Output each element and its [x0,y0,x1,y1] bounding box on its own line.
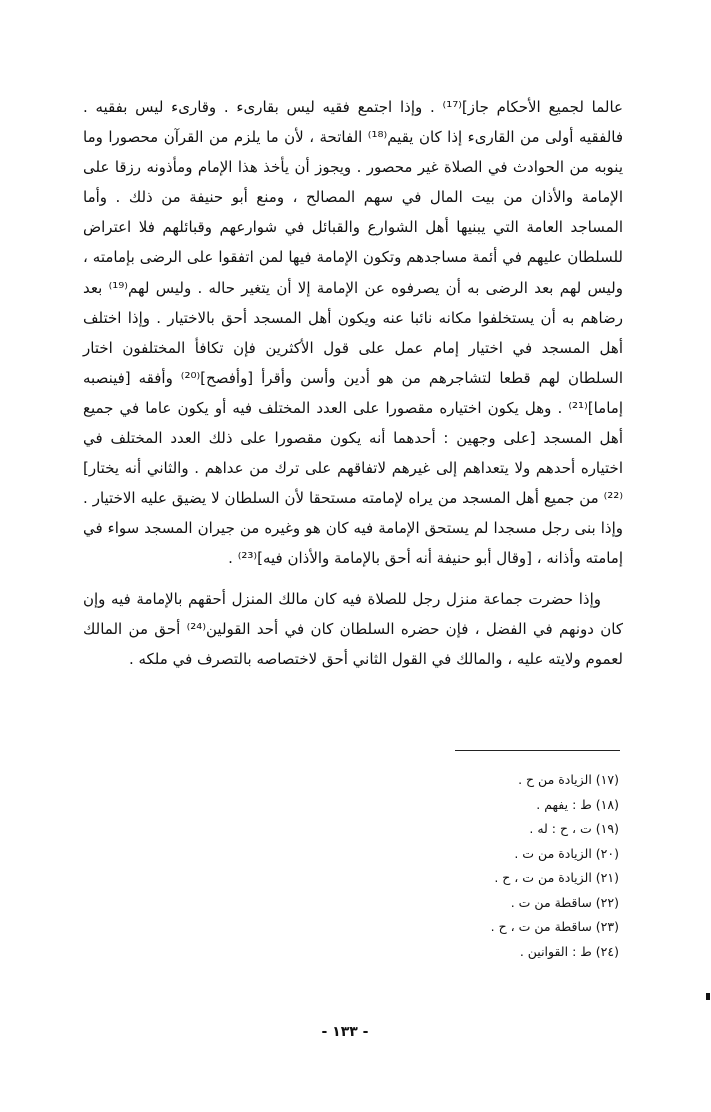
footnote-22: (٢٢) ساقطة من ت . [510,894,619,910]
footnote-23: (٢٣) ساقطة من ت ، ح . [490,919,619,934]
footnote-24: (٢٤) ط : القوانين . [519,943,619,959]
footnote-18: (١٨) ط : يفهم . [536,796,619,812]
paragraph-1: عالما لجميع الأحكام جاز]⁽¹⁷⁾ . وإذا اجتمع فقيه ليس بقارىء . وقارىء ليس بفقيه . فالفقيه أولى من القارىء إذا كان يقيم⁽¹⁸⁾ الفاتحة ، لأن ما يلزم من القرآن محصورا وما ينوبه من الحوادث في الصلاة غير محصور . ويجوز أن يأخذ هذا الإمام ومأذونه رزقا على الإمامة والأذان من بيت المال في سهم المصالح ، ومنع أبو حنيفة من ذلك . وأما المساجد العامة التي يبنيها أهل الشوارع والقبائل في شوارعهم وقبائلهم فلا اعتراض للسلطان عليهم في أئمة مساجدهم وتكون الإمامة فيها لمن اتفقوا على الرضى بإمامته ، وليس لهم بعد الرضى به أن يصرفوه عن الإمامة إلا أن يتغير حاله . وليس لهم⁽¹⁹⁾ بعد رضاهم به أن يستخلفوا مكانه نائبا عنه ويكون أهل المسجد أحق بالاختيار . وإذا اختلف أهل المسجد في اختيار إمام عمل على قول الأكثرين فإن تكافأ المختلفون اختار السلطان لهم قطعا لتشاجرهم من هو أدين وأسن وأقرأ [وأفصح]⁽²⁰⁾ وأفقه [فينصبه إماما]⁽²¹⁾ . وهل يكون اختياره مقصورا على العدد المختلف فيه أو يكون عاما في جميع أهل المسجد [على وجهين : أحدهما أنه يكون مقصورا على ذلك العدد المختلف في اختياره أحدهم ولا يتعداهم إلى غيرهم لاتفاقهم على ترك من عداهم . والثاني أنه يختار]⁽²²⁾ من جميع أهل المسجد من يراه لإمامته مستحقا لأن السلطان لا يضيق عليه الاختيار . وإذا بنى رجل مسجدا لم يستحق الإمامة فيه كان هو وغيره من جيران المسجد سواء في إمامته وأذانه ، [وقال أبو حنيفة أنه أحق بالإمامة والأذان فيه]⁽²³⁾ . [83,98,624,568]
edge-mark [706,993,710,1000]
footnote-21: (٢١) الزيادة من ت ، ح . [494,870,619,885]
footnote-17: (١٧) الزيادة من ح . [518,772,619,787]
paragraph-2: وإذا حضرت جماعة منزل رجل للصلاة فيه كان مالك المنزل أحقهم بالإمامة فيه وإن كان دونهم في الفضل ، فإن حضره السلطان كان في أحد القولين⁽²⁴⁾ أحق من المالك لعموم ولايته عليه ، والمالك في القول الثاني أحق لاختصاصه بالتصرف في ملكه . [83,589,624,668]
main-text [83,92,623,674]
footnote-20: (٢٠) الزيادة من ت . [514,845,619,861]
footnote-19: (١٩) ت ، ح : له . [529,821,619,836]
footnotes-list [319,768,619,964]
footnote-divider [455,750,620,751]
page-number: - ١٣٣ - [321,1024,369,1040]
